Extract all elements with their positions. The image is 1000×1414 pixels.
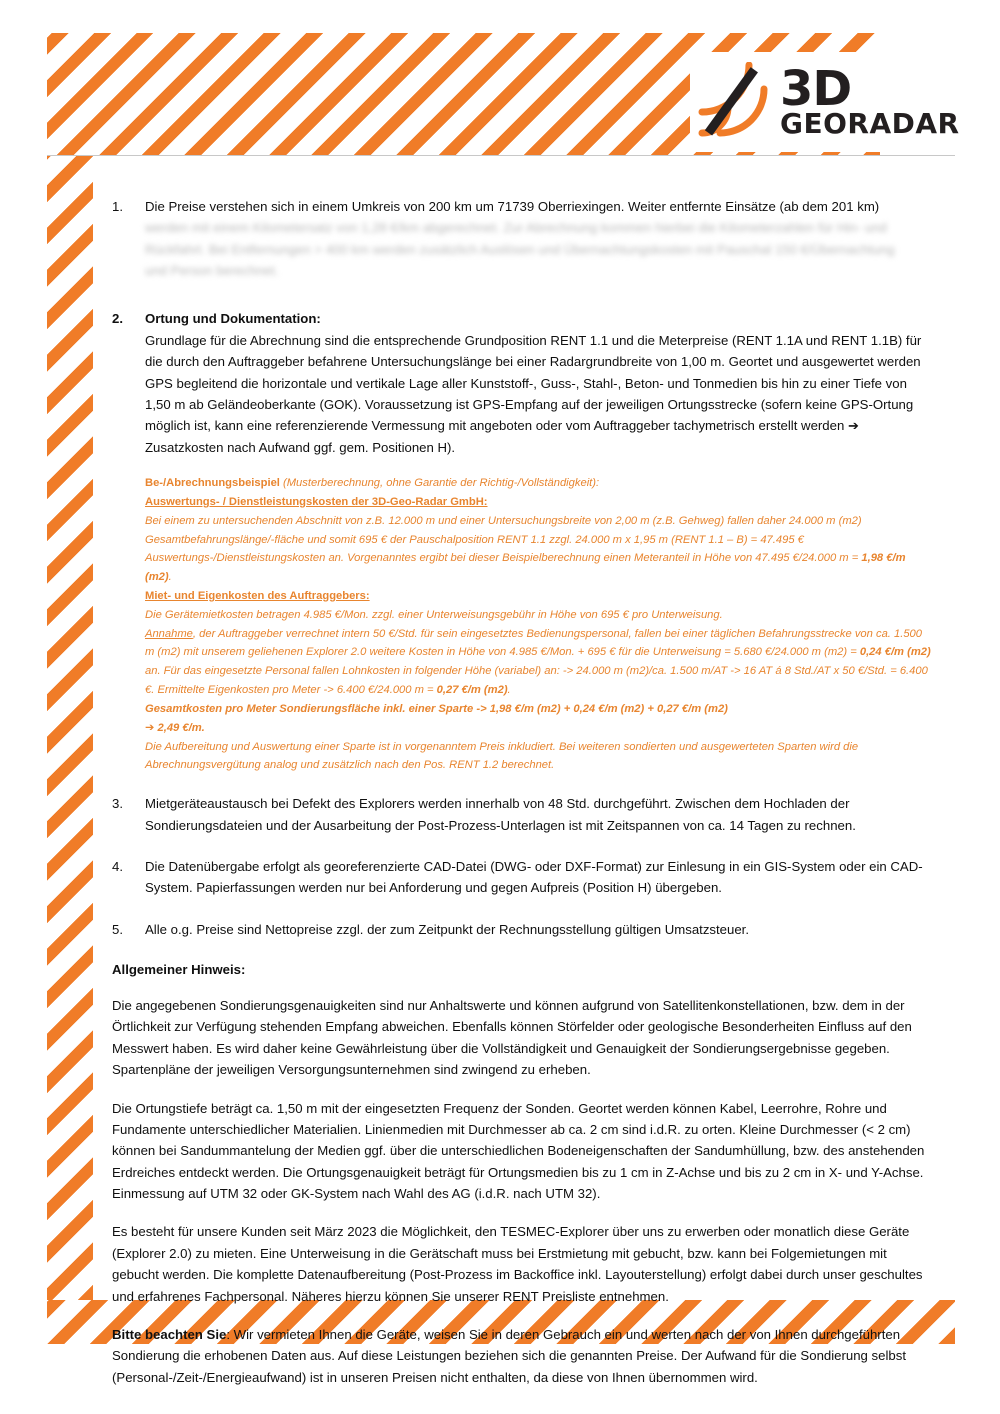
list-item-number: 2. <box>112 310 123 326</box>
example-paragraph-2: Die Gerätemietkosten betragen 4.985 €/Mon. zzgl. einer Unterweisungsgebühr in Höhe von 695 € pro Unterweisung. <box>145 608 723 621</box>
list-item-number: 1. <box>112 199 123 214</box>
redacted-text-line: werden mit einem Kilometersatz von 1,28 €/km abgerechnet. Zur Abrechnung kommen hierbei die Kilometerzahlen für Hin- und <box>145 220 887 236</box>
calculation-example-block <box>145 474 934 775</box>
example-paragraph-3: Annahme, der Auftraggeber verrechnet intern 50 €/Std. für sein eingesetztes Bedienungspersonal, fallen bei einer täglichen Befahrungsstrecke von ca. 1.500 m (m2) mit unserem geliehenen Explorer 2.0 weitere Kosten in Höhe von 4.985 €/Mon. + 695 € für die Unterweisung = 5.680 €/24.000 m (m2) = 0,24 €/m (m2) an. Für das eingesetzte Personal fallen Lohnkosten in folgender Höhe (variabel) an: -> 24.000 m (m2)/ca. 1.500 m/AT -> 16 AT á 8 Std./AT x 50 €/Std. = 6.400 €. Ermittelte Eigenkosten pro Meter -> 6.400 €/24.000 m = 0,27 €/m (m2). <box>145 627 931 697</box>
example-value-mietkosten: 0,24 €/m (m2) <box>859 646 931 659</box>
document-body <box>112 196 934 1405</box>
redacted-text-line: und Person berechnet. <box>145 263 279 279</box>
decorative-stripe-band-left <box>47 155 93 1344</box>
redacted-text-line: Rückfahrt. Bei Entfernungen > 400 km werden zusätzlich Auslösen und Übernachtungskosten mit Pauschal 150 €/Übernachtung <box>145 241 895 257</box>
example-paragraph-1: Bei einem zu untersuchenden Abschnitt von z.B. 12.000 m und einer Untersuchungsbreite von 2,00 m (z.B. Gehweg) fallen daher 24.000 m (m2) Gesamtbefahrungslänge/-fläche und somit 695 € der Pauschalposition RENT 1.1 zzgl. 24.000 m x 1,95 m (RENT 1.1 – B) = 47.495 € Auswertungs-/Dienstleistungskosten an. Vorgenanntes ergibt bei dieser Beispielberechnung einen Meteranteil in Höhe von 47.495 €/24.000 m = 1,98 €/m (m2). <box>145 514 906 584</box>
list-item-number: 5. <box>112 921 123 937</box>
list-item-title: Ortung und Dokumentation: <box>145 310 321 326</box>
example-subheading-2: Miet- und Eigenkosten des Auftraggebers: <box>145 590 370 602</box>
arrow-icon: ➔ <box>145 720 155 734</box>
radar-waves-icon <box>690 62 772 142</box>
list-item <box>112 919 934 940</box>
list-item <box>112 793 934 836</box>
list-item <box>112 196 934 282</box>
list-item <box>112 856 934 899</box>
list-item-text: Alle o.g. Preise sind Nettopreise zzgl. der zum Zeitpunkt der Rechnungsstellung gültigen Umsatzsteuer. <box>145 921 750 937</box>
final-paragraph-lead: Bitte beachten Sie <box>112 1326 227 1342</box>
example-assumption-label: Annahme <box>145 627 193 640</box>
example-heading-rest: (Musterberechnung, ohne Garantie der Richtig-/Vollständigkeit): <box>283 477 600 490</box>
example-footnote: Die Aufbereitung und Auswertung einer Sparte ist in vorgenanntem Preis inkludiert. Bei weiteren sondierten und ausgewerteten Sparten wird die Abrechnungsvergütung analog und zusätzlich nach den Pos. RENT 1.2 berechnet. <box>145 740 859 772</box>
list-item-number: 3. <box>112 796 123 812</box>
example-value-eigenkosten: 0,27 €/m (m2) <box>436 684 508 697</box>
example-heading-bold: Be-/Abrechnungsbeispiel <box>145 477 280 490</box>
example-value-meteranteil: 1,98 €/m (m2) <box>145 552 906 584</box>
header-divider-rule <box>47 155 955 156</box>
list-item <box>112 308 934 459</box>
list-item-text: Mietgeräteaustausch bei Defekt des Explorers werden innerhalb von 48 Std. durchgeführt. Zwischen dem Hochladen der Sondierungsdateien und der Ausarbeitung der Post-Prozess-Unterlagen ist mit Zeitspannen von ca. 14 Tagen zu rechnen. <box>145 796 856 833</box>
list-item-text: Grundlage für die Abrechnung sind die entsprechende Grundposition RENT 1.1 und die Meterpreise (RENT 1.1A und RENT 1.1B) für die durch den Auftraggeber befahrene Untersuchungslänge bei einer Radargrundbreite von 1,00 m. Geortet und ausgewertet werden GPS begleitend die horizontale und vertikale Lage aller Kunststoff-, Guss-, Stahl-, Beton- und Tonmedien bis hin zu einer Tiefe von 1,50 m ab Geländeoberkante (GOK). Voraussetzung ist GPS-Empfang auf der jeweiligen Ortungsstrecke (sofern keine GPS-Ortung möglich ist, kann eine referenzierende Vermessung mit angeboten oder vom Auftraggeber tachymetrisch erstellt werden ➔ Zusatzkosten nach Aufwand ggf. gem. Positionen H). <box>145 332 922 455</box>
general-note-paragraph: Es besteht für unsere Kunden seit März 2023 die Möglichkeit, den TESMEC-Explorer über uns zu erwerben oder monatlich diese Geräte (Explorer 2.0) zu mieten. Eine Unterweisung in die Gerätschaft muss bei Erstmietung mit gebucht, bzw. kann bei Folgemietungen mit gebucht werden. Die komplette Datenaufbereitung (Post-Prozess im Backoffice inkl. Layouterstellung) erfolgt dabei durch unser geschultes und erfahrenes Fachpersonal. Näheres hierzu können Sie unserer RENT Preisliste entnehmen. <box>112 1224 923 1304</box>
example-subheading-1: Auswertungs- / Dienstleistungskosten der 3D-Geo-Radar GmbH: <box>145 495 488 508</box>
list-item-text: Die Datenübergabe erfolgt als georeferenzierte CAD-Datei (DWG- oder DXF-Format) zur Einlesung in ein GIS-System oder ein CAD-System. Papierfassungen werden nur bei Anforderung und gegen Aufpreis (Position H) übergeben. <box>145 858 923 896</box>
general-note-paragraph: Die Ortungstiefe beträgt ca. 1,50 m mit der eingesetzten Frequenz der Sonden. Geortet werden können Kabel, Leerrohre, Rohre und Fundamente unterschiedlicher Materialien. Linienmedien mit Durchmesser ab ca. 2 cm sind i.d.R. zu orten. Kleine Durchmesser (< 2 cm) können bei Sandummantelung der Medien ggf. über die unterschiedlichen Bodeneigenschaften der Sandumhüllung, bzw. des anstehenden Erdreiches entdeckt werden. Die Ortungsgenauigkeit beträgt für Ortungsmedien bis zu 1 cm in Z-Achse und bis zu 2 cm in X- und Y-Achse. Einmessung auf UTM 32 oder GK-System nach Wahl des AG (i.d.R. nach UTM 32). <box>112 1100 925 1201</box>
example-total-line: Gesamtkosten pro Meter Sondierungsfläche inkl. einer Sparte -> 1,98 €/m (m2) + 0,24 €/m (m2) + 0,27 €/m (m2) <box>145 702 728 715</box>
logo-text-3d: 3D <box>780 61 852 118</box>
logo-text-georadar: GEORADAR <box>780 107 960 141</box>
general-note-paragraph: Die angegebenen Sondierungsgenauigkeiten sind nur Anhaltswerte und können aufgrund von Satellitenkonstellationen, bzw. dem in der Örtlichkeit zur Verfügung stehenden Empfang abweichen. Ebenfalls können Störfelder oder geologische Besonderheiten Einfluss auf den Messwert haben. Es wird daher keine Gewährleistung über die Vollständigkeit und Genauigkeit der Sondierungsergebnisse gegeben. Spartenpläne der jeweiligen Versorgungsunternehmen sind zwingend zu erheben. <box>112 998 912 1078</box>
example-total-value-line <box>145 719 934 738</box>
example-heading <box>145 474 934 493</box>
general-note-heading: Allgemeiner Hinweis: <box>112 962 246 977</box>
example-total-value: 2,49 €/m. <box>157 721 205 734</box>
final-paragraph-rest: : Wir vermieten Ihnen die Geräte, weisen Sie in deren Gebrauch ein und werten nach der von Ihnen durchgeführten Sondierung die erhobenen Daten aus. Auf diese Leistungen beziehen sich die genannten Preise. Der Aufwand für die Sondierung selbst (Personal-/Zeit-/Energieaufwand) ist in unseren Preisen nicht enthalten, da diese von Ihnen übernommen wird. <box>112 1326 907 1385</box>
general-note-final-paragraph <box>112 1324 934 1388</box>
list-item-number: 4. <box>112 858 123 874</box>
company-logo <box>690 52 958 152</box>
list-item-text: Die Preise verstehen sich in einem Umkreis von 200 km um 71739 Oberriexingen. Weiter entfernte Einsätze (ab dem 201 km) <box>145 199 880 214</box>
